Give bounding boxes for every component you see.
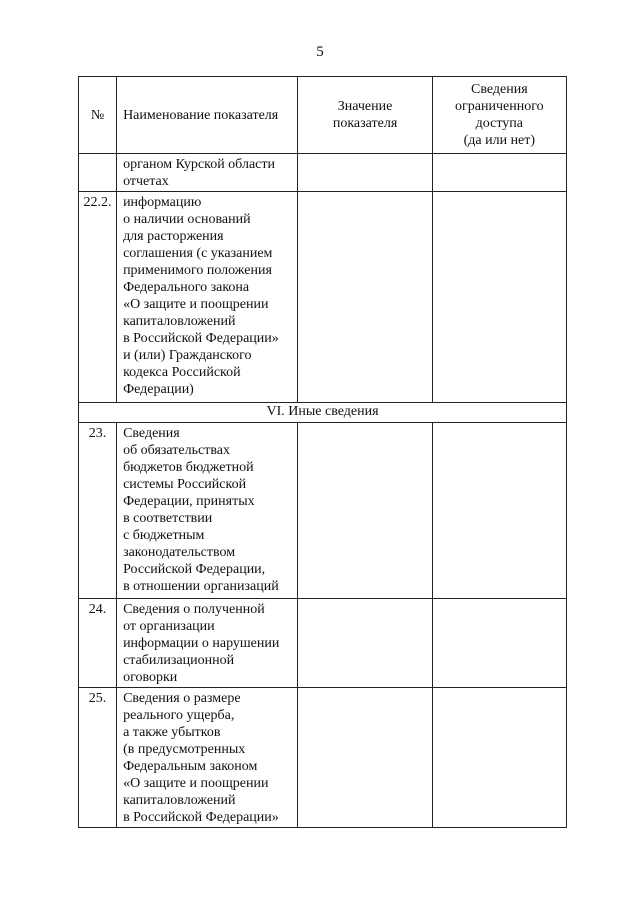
row-value-cell [298, 688, 432, 828]
section-row [79, 403, 567, 423]
row-name-cell: информацию о наличии оснований для расторжения соглашения (с указанием применимого положения Федерального закона «О защите и поощрении капиталовложений в Российской Федерации» и (или) Гражданского кодекса Российской Федерации) [117, 192, 298, 403]
row-name-cell: органом Курской области отчетах [117, 154, 298, 192]
header-value: Значение показателя [298, 77, 432, 154]
section-title: VI. Иные сведения [79, 403, 567, 423]
page-number: 5 [316, 44, 324, 60]
row-restricted-cell [432, 154, 566, 192]
row-restricted-cell [432, 192, 566, 403]
table-row [79, 192, 567, 403]
row-name-cell: Сведения о полученной от организации информации о нарушении стабилизационной оговорки [117, 599, 298, 688]
header-restricted: Сведения ограниченного доступа (да или нет) [432, 77, 566, 154]
header-number: № [79, 77, 117, 154]
table-header-row [79, 77, 567, 154]
row-value-cell [298, 192, 432, 403]
table-row [79, 154, 567, 192]
row-name-cell: Сведения о размере реального ущерба, а также убытков (в предусмотренных Федеральным законом «О защите и поощрении капиталовложений в Российской Федерации» [117, 688, 298, 828]
row-value-cell [298, 423, 432, 599]
indicators-table [78, 76, 567, 828]
table-row [79, 688, 567, 828]
table-row [79, 423, 567, 599]
row-value-cell [298, 599, 432, 688]
row-number-cell: 22.2. [79, 192, 117, 403]
row-restricted-cell [432, 423, 566, 599]
row-number-cell: 24. [79, 599, 117, 688]
row-restricted-cell [432, 599, 566, 688]
header-name: Наименование показателя [117, 77, 298, 154]
row-number-cell: 25. [79, 688, 117, 828]
table-row [79, 599, 567, 688]
row-number-cell: 23. [79, 423, 117, 599]
row-value-cell [298, 154, 432, 192]
row-number-cell [79, 154, 117, 192]
row-name-cell: Сведения об обязательствах бюджетов бюджетной системы Российской Федерации, принятых в соответствии с бюджетным законодательством Российской Федерации, в отношении организаций [117, 423, 298, 599]
row-restricted-cell [432, 688, 566, 828]
